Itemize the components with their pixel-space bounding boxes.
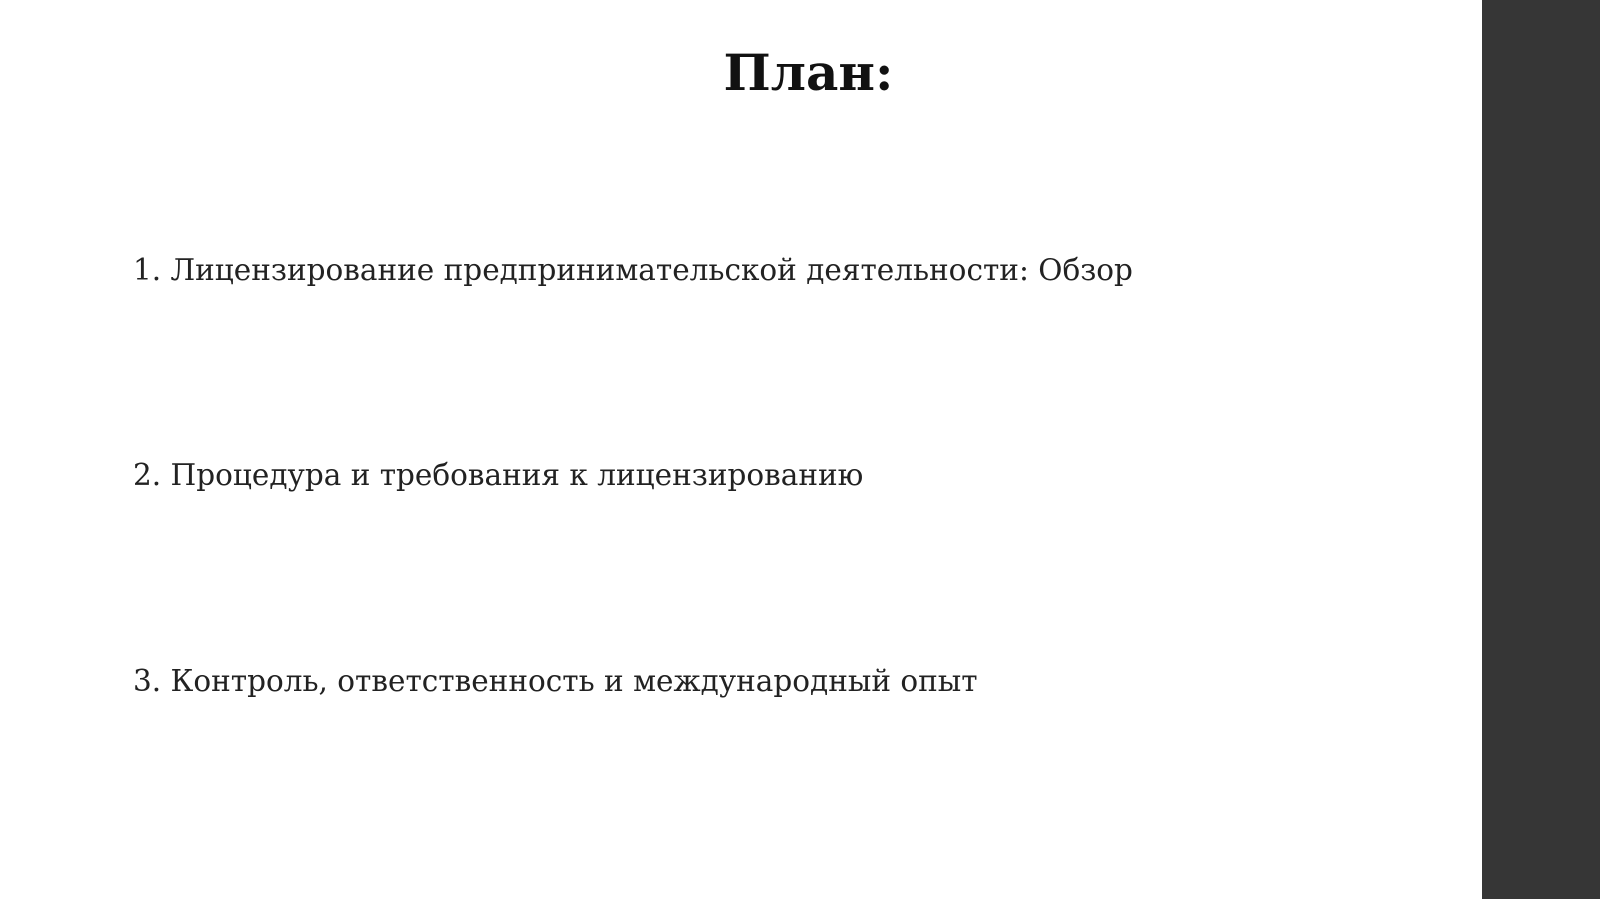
plan-item-3: 3. Контроль, ответственность и международный опыт [133,664,978,698]
slide-title: План: [723,43,894,102]
decorative-side-bar [1482,0,1600,899]
plan-item-2: 2. Процедура и требования к лицензированию [133,458,864,492]
plan-item-1: 1. Лицензирование предпринимательской деятельности: Обзор [133,253,1133,287]
